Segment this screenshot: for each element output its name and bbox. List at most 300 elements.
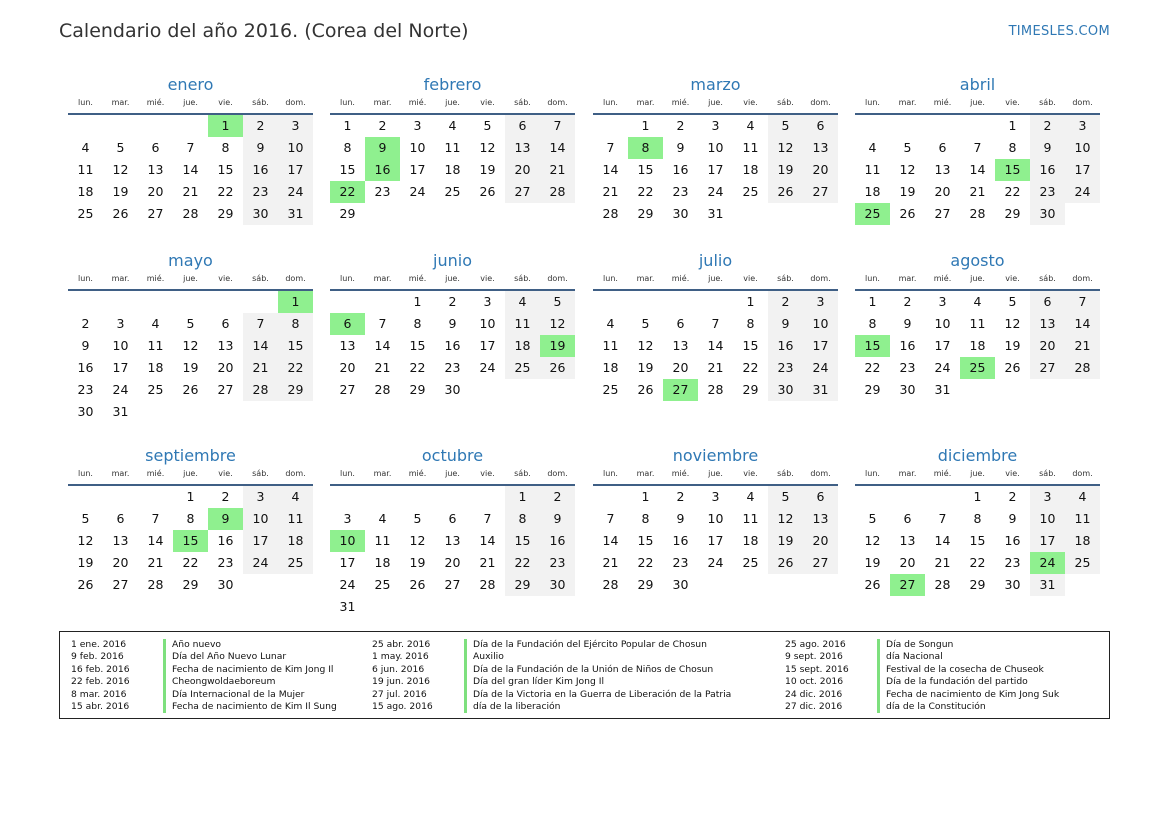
holiday-date: 16 feb. 2016 bbox=[71, 663, 130, 675]
holiday-name: Día de la fundación del partido bbox=[886, 676, 1028, 688]
weekday-header bbox=[855, 96, 1100, 110]
day-cell: 17 bbox=[707, 162, 724, 177]
day-cell: 17 bbox=[112, 360, 129, 375]
day-cell: 18 bbox=[444, 162, 461, 177]
holiday-name: Festival de la cosecha de Chuseok bbox=[886, 663, 1044, 675]
weekday-label: lun. bbox=[340, 98, 355, 107]
day-cell: 7 bbox=[151, 511, 160, 526]
holiday-row bbox=[71, 651, 337, 663]
day-cell: 11 bbox=[505, 313, 540, 335]
day-cell: 20 bbox=[803, 530, 838, 552]
day-cell: 4 bbox=[973, 294, 982, 309]
holiday-name: Fecha de nacimiento de Kim Jong Suk bbox=[886, 688, 1060, 700]
day-cell: 15 bbox=[637, 533, 654, 548]
weekday-label: mar. bbox=[898, 98, 917, 107]
holiday-day-cell: 9 bbox=[365, 137, 400, 159]
holiday-day-cell: 22 bbox=[330, 181, 365, 203]
day-cell: 8 bbox=[221, 140, 230, 155]
weekday-label: mar. bbox=[111, 98, 130, 107]
day-cell: 8 bbox=[278, 313, 313, 335]
month-name: abril bbox=[959, 75, 996, 94]
holiday-name: Auxilio bbox=[473, 651, 504, 663]
holiday-name: Cheongwoldaeboreum bbox=[172, 676, 276, 688]
day-cell: 24 bbox=[479, 360, 496, 375]
day-cell: 10 bbox=[278, 137, 313, 159]
day-cell: 15 bbox=[339, 162, 356, 177]
day-cell: 13 bbox=[672, 338, 689, 353]
day-cell: 12 bbox=[899, 162, 916, 177]
holiday-row bbox=[785, 689, 1059, 701]
day-cell: 25 bbox=[742, 555, 759, 570]
weekday-header bbox=[68, 272, 313, 286]
day-cell: 19 bbox=[768, 530, 803, 552]
holiday-row bbox=[372, 676, 731, 688]
day-cell: 2 bbox=[768, 291, 803, 313]
day-cell: 30 bbox=[1030, 203, 1065, 225]
weekday-header bbox=[593, 272, 838, 286]
weekday-label: lun. bbox=[78, 469, 93, 478]
day-cell: 3 bbox=[1030, 486, 1065, 508]
day-cell: 19 bbox=[112, 184, 129, 199]
holiday-row bbox=[71, 664, 337, 676]
day-cell: 28 bbox=[147, 577, 164, 592]
day-cell: 24 bbox=[707, 555, 724, 570]
day-cell: 12 bbox=[182, 338, 199, 353]
month-enero bbox=[68, 74, 313, 225]
empty-cell bbox=[593, 115, 628, 137]
day-cell: 5 bbox=[868, 511, 877, 526]
day-cell: 19 bbox=[637, 360, 654, 375]
day-cell: 29 bbox=[742, 382, 759, 397]
holiday-date: 9 sept. 2016 bbox=[785, 651, 843, 663]
holiday-date: 8 mar. 2016 bbox=[71, 688, 127, 700]
day-cell: 23 bbox=[1004, 555, 1021, 570]
day-cell: 29 bbox=[1004, 206, 1021, 221]
day-cell: 24 bbox=[112, 382, 129, 397]
day-cell: 1 bbox=[1008, 118, 1017, 133]
day-cell: 5 bbox=[186, 316, 195, 331]
day-cell: 9 bbox=[243, 137, 278, 159]
weekday-label: dom. bbox=[1072, 469, 1093, 478]
day-cell: 27 bbox=[217, 382, 234, 397]
day-cell: 23 bbox=[540, 552, 575, 574]
day-cell: 20 bbox=[147, 184, 164, 199]
day-cell: 4 bbox=[746, 118, 755, 133]
day-cell: 17 bbox=[707, 533, 724, 548]
holiday-date: 15 sept. 2016 bbox=[785, 663, 849, 675]
empty-cell bbox=[138, 115, 173, 137]
weekday-header bbox=[855, 272, 1100, 286]
day-cell: 24 bbox=[409, 184, 426, 199]
day-cell: 29 bbox=[278, 379, 313, 401]
holiday-marker bbox=[464, 701, 467, 713]
day-cell: 15 bbox=[217, 162, 234, 177]
holiday-day-cell: 15 bbox=[855, 335, 890, 357]
holiday-row bbox=[372, 664, 731, 676]
empty-cell bbox=[173, 291, 208, 313]
holiday-marker bbox=[464, 639, 467, 651]
holiday-name: día de la Constitución bbox=[886, 700, 986, 712]
day-cell: 12 bbox=[768, 508, 803, 530]
day-cell: 30 bbox=[768, 379, 803, 401]
day-cell: 20 bbox=[112, 555, 129, 570]
day-cell: 4 bbox=[1065, 486, 1100, 508]
day-cell: 16 bbox=[1030, 159, 1065, 181]
day-cell: 31 bbox=[934, 382, 951, 397]
day-cell: 18 bbox=[505, 335, 540, 357]
holiday-row bbox=[71, 676, 337, 688]
day-cell: 11 bbox=[278, 508, 313, 530]
day-cell: 21 bbox=[1065, 335, 1100, 357]
day-cell: 13 bbox=[934, 162, 951, 177]
holiday-date: 15 ago. 2016 bbox=[372, 700, 433, 712]
day-cell: 23 bbox=[672, 184, 689, 199]
day-cell: 18 bbox=[742, 533, 759, 548]
day-cell: 8 bbox=[868, 316, 877, 331]
day-cell: 24 bbox=[707, 184, 724, 199]
holiday-marker bbox=[163, 639, 166, 651]
day-cell: 27 bbox=[147, 206, 164, 221]
weekday-label: jue. bbox=[183, 469, 198, 478]
day-cell: 22 bbox=[505, 552, 540, 574]
holiday-date: 25 ago. 2016 bbox=[785, 639, 846, 650]
day-cell: 11 bbox=[864, 162, 881, 177]
day-cell: 29 bbox=[339, 206, 356, 221]
weekday-label: sáb. bbox=[1039, 274, 1056, 283]
day-cell: 2 bbox=[221, 489, 230, 504]
day-cell: 27 bbox=[1030, 357, 1065, 379]
day-cell: 18 bbox=[742, 162, 759, 177]
day-cell: 25 bbox=[147, 382, 164, 397]
empty-cell bbox=[68, 291, 103, 313]
weekday-label: sáb. bbox=[252, 469, 269, 478]
weekday-label: vie. bbox=[480, 98, 495, 107]
day-cell: 30 bbox=[672, 206, 689, 221]
day-cell: 23 bbox=[768, 357, 803, 379]
weekday-label: mar. bbox=[636, 469, 655, 478]
day-cell: 15 bbox=[409, 338, 426, 353]
weekday-label: sáb. bbox=[1039, 98, 1056, 107]
day-cell: 24 bbox=[339, 577, 356, 592]
weekday-header bbox=[593, 467, 838, 481]
day-cell: 30 bbox=[243, 203, 278, 225]
day-cell: 2 bbox=[676, 489, 685, 504]
month-octubre bbox=[330, 445, 575, 618]
day-cell: 31 bbox=[278, 203, 313, 225]
weekday-label: sáb. bbox=[777, 274, 794, 283]
holiday-row bbox=[71, 639, 337, 651]
weekday-label: vie. bbox=[218, 469, 233, 478]
empty-cell bbox=[698, 291, 733, 313]
month-junio bbox=[330, 250, 575, 401]
day-grid bbox=[330, 291, 575, 401]
day-cell: 28 bbox=[479, 577, 496, 592]
day-cell: 24 bbox=[278, 181, 313, 203]
day-cell: 4 bbox=[448, 118, 457, 133]
day-cell: 1 bbox=[641, 489, 650, 504]
day-cell: 4 bbox=[81, 140, 90, 155]
holiday-name: día de la liberación bbox=[473, 700, 561, 712]
empty-cell bbox=[890, 115, 925, 137]
day-cell: 13 bbox=[444, 533, 461, 548]
month-name: febrero bbox=[423, 75, 482, 94]
weekday-label: lun. bbox=[340, 274, 355, 283]
day-cell: 31 bbox=[803, 379, 838, 401]
day-cell: 21 bbox=[934, 555, 951, 570]
weekday-label: sáb. bbox=[514, 274, 531, 283]
day-cell: 31 bbox=[339, 599, 356, 614]
day-cell: 10 bbox=[707, 511, 724, 526]
weekday-label: mar. bbox=[898, 469, 917, 478]
day-cell: 5 bbox=[116, 140, 125, 155]
month-name: agosto bbox=[950, 251, 1005, 270]
day-cell: 12 bbox=[540, 313, 575, 335]
holiday-row bbox=[785, 701, 1059, 713]
day-cell: 10 bbox=[803, 313, 838, 335]
day-cell: 25 bbox=[278, 552, 313, 574]
weekday-label: mar. bbox=[373, 469, 392, 478]
day-cell: 20 bbox=[803, 159, 838, 181]
day-cell: 16 bbox=[1004, 533, 1021, 548]
weekday-label: mar. bbox=[898, 274, 917, 283]
weekday-label: vie. bbox=[743, 274, 758, 283]
day-cell: 10 bbox=[112, 338, 129, 353]
holiday-row bbox=[372, 651, 731, 663]
day-cell: 22 bbox=[409, 360, 426, 375]
day-cell: 10 bbox=[707, 140, 724, 155]
weekday-label: mié. bbox=[408, 469, 427, 478]
day-cell: 5 bbox=[768, 115, 803, 137]
day-cell: 1 bbox=[186, 489, 195, 504]
day-cell: 2 bbox=[243, 115, 278, 137]
day-cell: 28 bbox=[934, 577, 951, 592]
weekday-header bbox=[330, 467, 575, 481]
holiday-day-cell: 15 bbox=[995, 159, 1030, 181]
day-cell: 25 bbox=[742, 184, 759, 199]
empty-cell bbox=[68, 115, 103, 137]
day-cell: 6 bbox=[676, 316, 685, 331]
day-cell: 22 bbox=[637, 555, 654, 570]
day-cell: 18 bbox=[1065, 530, 1100, 552]
day-cell: 25 bbox=[602, 382, 619, 397]
holiday-name: Día Internacional de la Mujer bbox=[172, 688, 305, 700]
weekday-label: jue. bbox=[445, 274, 460, 283]
day-cell: 26 bbox=[112, 206, 129, 221]
day-cell: 25 bbox=[1065, 552, 1100, 574]
holiday-date: 27 jul. 2016 bbox=[372, 688, 427, 700]
day-cell: 1 bbox=[343, 118, 352, 133]
day-cell: 9 bbox=[903, 316, 912, 331]
holiday-marker bbox=[877, 689, 880, 701]
day-cell: 15 bbox=[278, 335, 313, 357]
day-cell: 23 bbox=[1030, 181, 1065, 203]
weekday-label: mié. bbox=[146, 98, 165, 107]
day-cell: 25 bbox=[77, 206, 94, 221]
weekday-label: mié. bbox=[408, 274, 427, 283]
holiday-name: Fecha de nacimiento de Kim Il Sung bbox=[172, 700, 337, 712]
holiday-day-cell: 1 bbox=[208, 115, 243, 137]
day-cell: 4 bbox=[151, 316, 160, 331]
day-cell: 22 bbox=[637, 184, 654, 199]
day-cell: 20 bbox=[899, 555, 916, 570]
day-cell: 15 bbox=[505, 530, 540, 552]
holiday-marker bbox=[163, 664, 166, 676]
day-cell: 26 bbox=[1004, 360, 1021, 375]
day-cell: 24 bbox=[243, 552, 278, 574]
day-cell: 7 bbox=[711, 316, 720, 331]
day-cell: 7 bbox=[243, 313, 278, 335]
weekday-label: mié. bbox=[671, 274, 690, 283]
weekday-label: dom. bbox=[810, 469, 831, 478]
weekday-label: sáb. bbox=[777, 469, 794, 478]
day-cell: 6 bbox=[448, 511, 457, 526]
day-cell: 29 bbox=[182, 577, 199, 592]
day-cell: 16 bbox=[672, 162, 689, 177]
day-cell: 9 bbox=[540, 508, 575, 530]
holiday-column-3 bbox=[785, 639, 1059, 713]
day-cell: 4 bbox=[868, 140, 877, 155]
day-cell: 5 bbox=[81, 511, 90, 526]
day-cell: 6 bbox=[803, 115, 838, 137]
day-cell: 19 bbox=[77, 555, 94, 570]
day-cell: 21 bbox=[147, 555, 164, 570]
month-abril bbox=[855, 74, 1100, 225]
weekday-label: sáb. bbox=[1039, 469, 1056, 478]
holiday-day-cell: 6 bbox=[330, 313, 365, 335]
day-cell: 18 bbox=[969, 338, 986, 353]
day-cell: 9 bbox=[1030, 137, 1065, 159]
day-cell: 6 bbox=[221, 316, 230, 331]
day-cell: 15 bbox=[637, 162, 654, 177]
month-mayo bbox=[68, 250, 313, 423]
day-cell: 3 bbox=[803, 291, 838, 313]
day-cell: 21 bbox=[182, 184, 199, 199]
holiday-name: Día de la Fundación de la Unión de Niños de Chosun bbox=[473, 663, 714, 675]
day-grid bbox=[593, 486, 838, 596]
weekday-label: sáb. bbox=[252, 98, 269, 107]
day-cell: 23 bbox=[672, 555, 689, 570]
brand-link[interactable]: TIMESLES.COM bbox=[1008, 24, 1110, 39]
empty-cell bbox=[103, 486, 138, 508]
day-cell: 30 bbox=[217, 577, 234, 592]
day-cell: 5 bbox=[540, 291, 575, 313]
weekday-label: lun. bbox=[78, 98, 93, 107]
weekday-label: dom. bbox=[285, 98, 306, 107]
holiday-marker bbox=[163, 676, 166, 688]
day-cell: 16 bbox=[217, 533, 234, 548]
day-cell: 7 bbox=[540, 115, 575, 137]
weekday-label: jue. bbox=[970, 469, 985, 478]
holiday-day-cell: 9 bbox=[208, 508, 243, 530]
day-cell: 30 bbox=[672, 577, 689, 592]
weekday-label: vie. bbox=[480, 469, 495, 478]
empty-cell bbox=[663, 291, 698, 313]
day-cell: 24 bbox=[934, 360, 951, 375]
month-diciembre bbox=[855, 445, 1100, 596]
day-cell: 28 bbox=[707, 382, 724, 397]
weekday-label: dom. bbox=[547, 274, 568, 283]
month-noviembre bbox=[593, 445, 838, 596]
day-cell: 29 bbox=[217, 206, 234, 221]
day-cell: 7 bbox=[1065, 291, 1100, 313]
day-cell: 18 bbox=[278, 530, 313, 552]
day-cell: 22 bbox=[278, 357, 313, 379]
day-cell: 28 bbox=[374, 382, 391, 397]
weekday-label: dom. bbox=[1072, 274, 1093, 283]
day-cell: 28 bbox=[182, 206, 199, 221]
day-cell: 29 bbox=[637, 206, 654, 221]
day-cell: 14 bbox=[602, 162, 619, 177]
day-grid bbox=[855, 291, 1100, 401]
day-cell: 26 bbox=[637, 382, 654, 397]
weekday-label: lun. bbox=[340, 469, 355, 478]
holiday-day-cell: 19 bbox=[540, 335, 575, 357]
day-cell: 3 bbox=[711, 489, 720, 504]
empty-cell bbox=[365, 291, 400, 313]
day-cell: 13 bbox=[803, 508, 838, 530]
day-cell: 12 bbox=[864, 533, 881, 548]
weekday-header bbox=[68, 467, 313, 481]
weekday-label: jue. bbox=[183, 98, 198, 107]
day-cell: 5 bbox=[903, 140, 912, 155]
weekday-label: sáb. bbox=[252, 274, 269, 283]
day-cell: 18 bbox=[602, 360, 619, 375]
empty-cell bbox=[855, 115, 890, 137]
day-cell: 5 bbox=[413, 511, 422, 526]
day-cell: 28 bbox=[602, 577, 619, 592]
weekday-label: vie. bbox=[743, 98, 758, 107]
day-cell: 14 bbox=[1065, 313, 1100, 335]
holiday-day-cell: 15 bbox=[173, 530, 208, 552]
day-cell: 4 bbox=[378, 511, 387, 526]
day-grid bbox=[593, 291, 838, 401]
day-cell: 27 bbox=[339, 382, 356, 397]
holiday-legend bbox=[59, 631, 1110, 719]
day-cell: 7 bbox=[606, 140, 615, 155]
holiday-marker bbox=[877, 639, 880, 651]
day-cell: 27 bbox=[444, 577, 461, 592]
empty-cell bbox=[138, 486, 173, 508]
day-cell: 3 bbox=[413, 118, 422, 133]
day-cell: 8 bbox=[641, 511, 650, 526]
weekday-label: sáb. bbox=[514, 98, 531, 107]
day-cell: 17 bbox=[1030, 530, 1065, 552]
day-cell: 1 bbox=[641, 118, 650, 133]
day-cell: 13 bbox=[339, 338, 356, 353]
holiday-day-cell: 16 bbox=[365, 159, 400, 181]
day-cell: 22 bbox=[969, 555, 986, 570]
month-febrero bbox=[330, 74, 575, 225]
day-cell: 29 bbox=[864, 382, 881, 397]
day-cell: 19 bbox=[864, 555, 881, 570]
day-grid bbox=[330, 486, 575, 618]
day-cell: 11 bbox=[969, 316, 986, 331]
weekday-label: jue. bbox=[445, 98, 460, 107]
empty-cell bbox=[890, 486, 925, 508]
day-cell: 28 bbox=[602, 206, 619, 221]
day-cell: 11 bbox=[444, 140, 461, 155]
day-cell: 21 bbox=[243, 357, 278, 379]
day-cell: 25 bbox=[505, 357, 540, 379]
day-cell: 14 bbox=[540, 137, 575, 159]
holiday-marker bbox=[464, 676, 467, 688]
day-cell: 23 bbox=[444, 360, 461, 375]
holiday-date: 25 abr. 2016 bbox=[372, 639, 431, 650]
day-cell: 21 bbox=[479, 555, 496, 570]
day-cell: 17 bbox=[479, 338, 496, 353]
holiday-day-cell: 25 bbox=[855, 203, 890, 225]
day-cell: 12 bbox=[637, 338, 654, 353]
